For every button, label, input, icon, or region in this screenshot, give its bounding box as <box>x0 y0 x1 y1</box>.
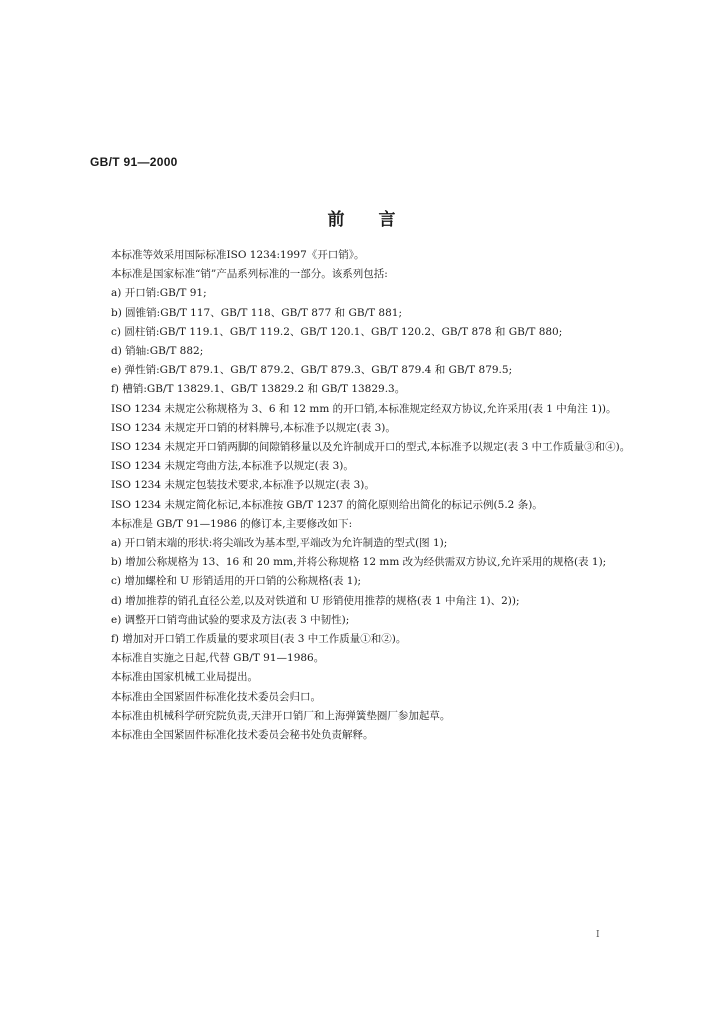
paragraph: 本标准等效采用国际标准ISO 1234:1997《开口销》。 <box>111 249 365 261</box>
paragraph: 本标准由全国紧固件标准化技术委员会归口。 <box>111 690 321 703</box>
standard-code: GB/T 91—2000 <box>90 155 178 169</box>
list-item: b) 增加公称规格为 13、16 和 20 mm,并将公称规格 12 mm 改为经供需双方协议,允许采用的规格(表 1); <box>111 556 607 569</box>
paragraph: 本标准是 GB/T 91—1986 的修订本,主要修改如下: <box>111 517 353 530</box>
document-body <box>90 246 633 745</box>
paragraph: ISO 1234 未规定公称规格为 3、6 和 12 mm 的开口销,本标准规定经双方协议,允许采用(表 1 中角注 1))。 <box>111 402 617 415</box>
paragraph: ISO 1234 未规定开口销两脚的间隙销移量以及允许制成开口的型式,本标准予以规定(表 3 中工作质量③和④)。 <box>111 441 631 454</box>
list-item: f) 增加对开口销工作质量的要求项目(表 3 中工作质量①和②)。 <box>111 633 407 646</box>
list-item: e) 弹性销:GB/T 879.1、GB/T 879.2、GB/T 879.3、GB/T 879.4 和 GB/T 879.5; <box>111 364 513 377</box>
page-number: I <box>596 930 600 940</box>
list-item: a) 开口销:GB/T 91; <box>111 287 207 300</box>
paragraph: 本标准是国家标准“销”产品系列标准的一部分。该系列包括: <box>111 268 388 281</box>
paragraph: ISO 1234 未规定开口销的材料牌号,本标准予以规定(表 3)。 <box>111 421 396 434</box>
list-item: a) 开口销末端的形状:将尖端改为基本型,平端改为允许制造的型式(图 1); <box>111 537 448 550</box>
paragraph: 本标准由机械科学研究院负责,天津开口销厂和上海弹簧垫圈厂参加起草。 <box>111 709 451 722</box>
paragraph: 本标准自实施之日起,代替 GB/T 91—1986。 <box>111 652 325 665</box>
paragraph: ISO 1234 未规定包装技术要求,本标准予以规定(表 3)。 <box>111 479 375 492</box>
list-item: d) 增加推荐的销孔直径公差,以及对铁道和 U 形销使用推荐的规格(表 1 中角注 1)、2)); <box>111 594 520 607</box>
paragraph: 本标准由全国紧固件标准化技术委员会秘书处负责解释。 <box>111 729 374 742</box>
paragraph: ISO 1234 未规定弯曲方法,本标准予以规定(表 3)。 <box>111 460 354 473</box>
list-item: c) 增加螺栓和 U 形销适用的开口销的公称规格(表 1); <box>111 575 362 588</box>
paragraph: ISO 1234 未规定简化标记,本标准按 GB/T 1237 的简化原则给出简化的标记示例(5.2 条)。 <box>111 498 543 511</box>
list-item: c) 圆柱销:GB/T 119.1、GB/T 119.2、GB/T 120.1、GB/T 120.2、GB/T 878 和 GB/T 880; <box>111 325 563 338</box>
list-item: f) 槽销:GB/T 13829.1、GB/T 13829.2 和 GB/T 13829.3。 <box>111 383 406 396</box>
paragraph: 本标准由国家机械工业局提出。 <box>111 671 258 684</box>
list-item: b) 圆锥销:GB/T 117、GB/T 118、GB/T 877 和 GB/T 881; <box>111 306 403 319</box>
page-title: 前言 <box>327 210 430 230</box>
list-item: e) 调整开口销弯曲试验的要求及方法(表 3 中韧性); <box>111 613 350 626</box>
list-item: d) 销轴:GB/T 882; <box>111 345 204 358</box>
